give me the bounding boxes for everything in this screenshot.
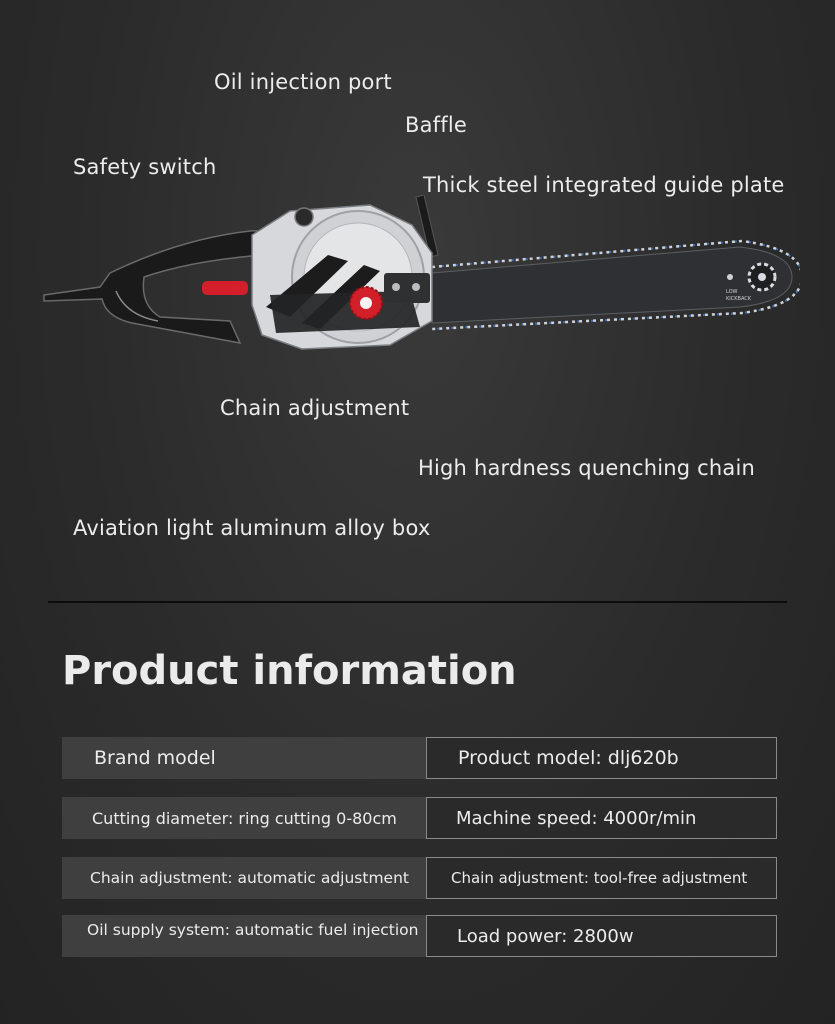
- baffle-label: Baffle: [405, 113, 468, 137]
- spec-row: [62, 915, 777, 957]
- bar-marking-2: KICKBACK: [726, 296, 752, 302]
- spec-right-cell: Product model: dlj620b: [426, 737, 777, 779]
- spec-left-cell: Oil supply system: automatic fuel injection: [62, 915, 426, 957]
- chain-adjustment-label: Chain adjustment: [220, 396, 410, 420]
- bar-marking-1: LOW: [726, 289, 738, 295]
- spec-row: [62, 737, 777, 779]
- guide-plate-label: Thick steel integrated guide plate: [423, 173, 785, 197]
- spec-row: [62, 857, 777, 899]
- oil-injection-port-label: Oil injection port: [214, 70, 392, 94]
- guide-bar: [432, 241, 800, 329]
- alloy-box-label: Aviation light aluminum alloy box: [73, 516, 431, 540]
- spec-left-cell: Cutting diameter: ring cutting 0-80cm: [62, 797, 426, 839]
- spec-right-cell: Load power: 2800w: [426, 915, 777, 957]
- oil-injection-port: [295, 208, 313, 226]
- safety-switch-label: Safety switch: [73, 155, 217, 179]
- spec-right-cell: Chain adjustment: tool-free adjustment: [426, 857, 777, 899]
- spec-left-cell: Brand model: [62, 737, 426, 779]
- spec-row: [62, 797, 777, 839]
- chainsaw-product-image: [40, 195, 800, 365]
- spec-right-cell: Machine speed: 4000r/min: [426, 797, 777, 839]
- spec-left-cell: Chain adjustment: automatic adjustment: [62, 857, 426, 899]
- section-divider: [48, 601, 787, 603]
- section-title: Product information: [62, 648, 517, 694]
- alloy-box: [252, 205, 432, 349]
- chain-adjustment-knob: [350, 287, 382, 319]
- quenching-chain-label: High hardness quenching chain: [418, 456, 756, 480]
- safety-switch: [202, 281, 248, 295]
